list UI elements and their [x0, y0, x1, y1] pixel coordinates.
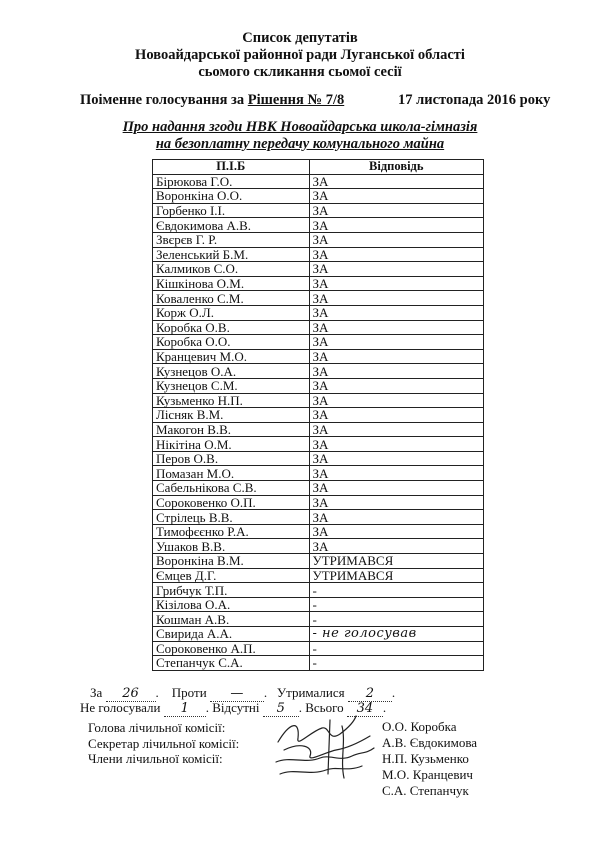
table-row	[153, 247, 484, 262]
deputy-name: Ушаков В.В.	[153, 539, 310, 554]
deputy-name: Кішкінова О.М.	[153, 276, 310, 291]
vote-answer: ЗА	[309, 320, 483, 335]
vote-date: 17 листопада 2016 року	[398, 92, 551, 108]
deputy-name: Помазан М.О.	[153, 466, 310, 481]
signatures-icon	[270, 712, 380, 784]
deputy-name: Євдокимова А.В.	[153, 218, 310, 233]
absent-value: 5	[263, 701, 299, 717]
deputy-name: Воронкіна О.О.	[153, 189, 310, 204]
deputy-name: Воронкіна В.М.	[153, 554, 310, 569]
deputy-name: Лісняк В.М.	[153, 408, 310, 423]
table-row	[153, 262, 484, 277]
vote-answer: ЗА	[309, 189, 483, 204]
session-name: сьомого скликання сьомої сесії	[198, 64, 402, 80]
table-row	[153, 189, 484, 204]
table-row	[153, 597, 484, 612]
vote-answer: -	[309, 612, 483, 627]
vote-answer: ЗА	[309, 203, 483, 218]
not-voted-value: 1	[164, 701, 206, 717]
committee-secretary-label: Секретар лічильної комісії:	[88, 735, 240, 751]
deputy-name: Калмиков С.О.	[153, 262, 310, 277]
vote-answer: ЗА	[309, 276, 483, 291]
vote-answer: ЗА	[309, 393, 483, 408]
deputy-name: Коваленко С.М.	[153, 291, 310, 306]
table-row	[153, 627, 484, 642]
table-row	[153, 656, 484, 671]
vote-answer: ЗА	[309, 495, 483, 510]
vote-answer: ЗА	[309, 466, 483, 481]
member-secretary: А.В. Євдокимова	[382, 735, 478, 750]
vote-heading	[80, 92, 344, 109]
table-header-row	[153, 160, 484, 175]
table-row	[153, 568, 484, 583]
subject-line-1: Про надання згоди НВК Новоайдарська школа-гімназія	[122, 119, 478, 135]
total-value: 34	[347, 701, 383, 717]
vote-answer: ЗА	[309, 510, 483, 525]
total-label: Всього	[305, 700, 344, 715]
deputy-name: Коробка О.В.	[153, 320, 310, 335]
summary-line-2: Не голосували 1 . Відсутні 5 . Всього 34 .	[80, 700, 387, 716]
deputy-name: Перов О.В.	[153, 451, 310, 466]
table-row	[153, 218, 484, 233]
table-row	[153, 641, 484, 656]
deputy-name: Горбенко І.І.	[153, 203, 310, 218]
document-title: Список депутатів	[242, 30, 358, 46]
deputy-name: Макогон В.В.	[153, 422, 310, 437]
vote-answer: - не голосував	[309, 627, 483, 642]
deputy-name: Нікітіна О.М.	[153, 437, 310, 452]
deputy-name: Ємцев Д.Г.	[153, 568, 310, 583]
table-row	[153, 466, 484, 481]
vote-answer: ЗА	[309, 174, 483, 189]
vote-answer: ЗА	[309, 378, 483, 393]
vote-answer: -	[309, 641, 483, 656]
column-header-answer: Відповідь	[309, 160, 483, 175]
table-row	[153, 451, 484, 466]
vote-answer: ЗА	[309, 539, 483, 554]
member-2: М.О. Кранцевич	[382, 767, 473, 782]
council-name: Новоайдарської районної ради Луганської області	[135, 47, 465, 63]
table-row	[153, 437, 484, 452]
table-row	[153, 408, 484, 423]
deputy-name: Зеленський Б.М.	[153, 247, 310, 262]
table-row	[153, 276, 484, 291]
deputy-name: Корж О.Л.	[153, 305, 310, 320]
deputy-name: Бірюкова Г.О.	[153, 174, 310, 189]
deputy-name: Сабельнікова С.В.	[153, 481, 310, 496]
deputy-name: Кузнецов С.М.	[153, 378, 310, 393]
deputy-name: Кошман А.В.	[153, 612, 310, 627]
table-row	[153, 378, 484, 393]
votes-table-body	[153, 174, 484, 670]
deputy-name: Грибчук Т.П.	[153, 583, 310, 598]
table-row	[153, 364, 484, 379]
vote-answer: ЗА	[309, 408, 483, 423]
vote-answer: ЗА	[309, 349, 483, 364]
deputy-name: Степанчук С.А.	[153, 656, 310, 671]
vote-answer: ЗА	[309, 481, 483, 496]
vote-answer: -	[309, 583, 483, 598]
absent-label: Відсутні	[212, 700, 260, 715]
table-row	[153, 232, 484, 247]
for-value: 26	[106, 686, 156, 702]
vote-answer: ЗА	[309, 218, 483, 233]
table-row	[153, 495, 484, 510]
against-value: —	[210, 686, 264, 702]
deputy-name: Тимофєєнко Р.А.	[153, 524, 310, 539]
abstained-value: 2	[348, 686, 392, 702]
table-row	[153, 203, 484, 218]
vote-answer: УТРИМАВСЯ	[309, 554, 483, 569]
deputy-name: Свирида А.А.	[153, 627, 310, 642]
table-row	[153, 335, 484, 350]
deputy-name: Кранцевич М.О.	[153, 349, 310, 364]
deputy-name: Кізілова О.А.	[153, 597, 310, 612]
vote-answer: -	[309, 597, 483, 612]
deputy-name: Звєрєв Г. Р.	[153, 232, 310, 247]
table-row	[153, 612, 484, 627]
committee-roles	[88, 720, 239, 767]
member-1: Н.П. Кузьменко	[382, 751, 469, 766]
decision-number: Рішення № 7/8	[247, 92, 345, 108]
committee-members	[382, 719, 477, 799]
vote-answer: ЗА	[309, 335, 483, 350]
column-header-name: П.І.Б	[153, 160, 310, 175]
vote-answer: ЗА	[309, 422, 483, 437]
votes-table	[152, 159, 484, 671]
table-row	[153, 349, 484, 364]
table-row	[153, 583, 484, 598]
vote-answer: ЗА	[309, 305, 483, 320]
deputy-name: Стрілець В.В.	[153, 510, 310, 525]
deputy-name: Коробка О.О.	[153, 335, 310, 350]
committee-chair-label: Голова лічильної комісії:	[88, 720, 226, 735]
member-3: С.А. Степанчук	[382, 783, 469, 798]
table-row	[153, 510, 484, 525]
vote-answer: ЗА	[309, 364, 483, 379]
abstained-label: Утрималися	[276, 685, 345, 700]
table-row	[153, 174, 484, 189]
vote-prefix: Поіменне голосування за	[80, 92, 245, 108]
not-voted-label: Не голосували	[80, 700, 161, 715]
vote-answer: ЗА	[309, 451, 483, 466]
table-row	[153, 320, 484, 335]
for-label: За	[90, 685, 103, 700]
table-row	[153, 422, 484, 437]
vote-answer: ЗА	[309, 262, 483, 277]
vote-answer: ЗА	[309, 524, 483, 539]
table-row	[153, 305, 484, 320]
against-label: Проти	[171, 685, 207, 700]
deputy-name: Кузнецов О.А.	[153, 364, 310, 379]
vote-answer: -	[309, 656, 483, 671]
subject-line-2: на безоплатну передачу комунального майна	[155, 136, 445, 152]
vote-answer: ЗА	[309, 247, 483, 262]
vote-answer: ЗА	[309, 291, 483, 306]
summary-line-1: За 26 . Проти — . Утрималися 2 .	[90, 685, 396, 701]
vote-answer: ЗА	[309, 437, 483, 452]
deputy-name: Кузьменко Н.П.	[153, 393, 310, 408]
vote-answer: ЗА	[309, 232, 483, 247]
deputy-name: Сороковенко А.П.	[153, 641, 310, 656]
member-chair: О.О. Коробка	[382, 719, 457, 734]
table-row	[153, 539, 484, 554]
vote-answer: УТРИМАВСЯ	[309, 568, 483, 583]
committee-members-label: Члени лічильної комісії:	[88, 751, 223, 766]
table-row	[153, 393, 484, 408]
table-row	[153, 554, 484, 569]
table-row	[153, 481, 484, 496]
table-row	[153, 524, 484, 539]
deputy-name: Сороковенко О.П.	[153, 495, 310, 510]
table-row	[153, 291, 484, 306]
